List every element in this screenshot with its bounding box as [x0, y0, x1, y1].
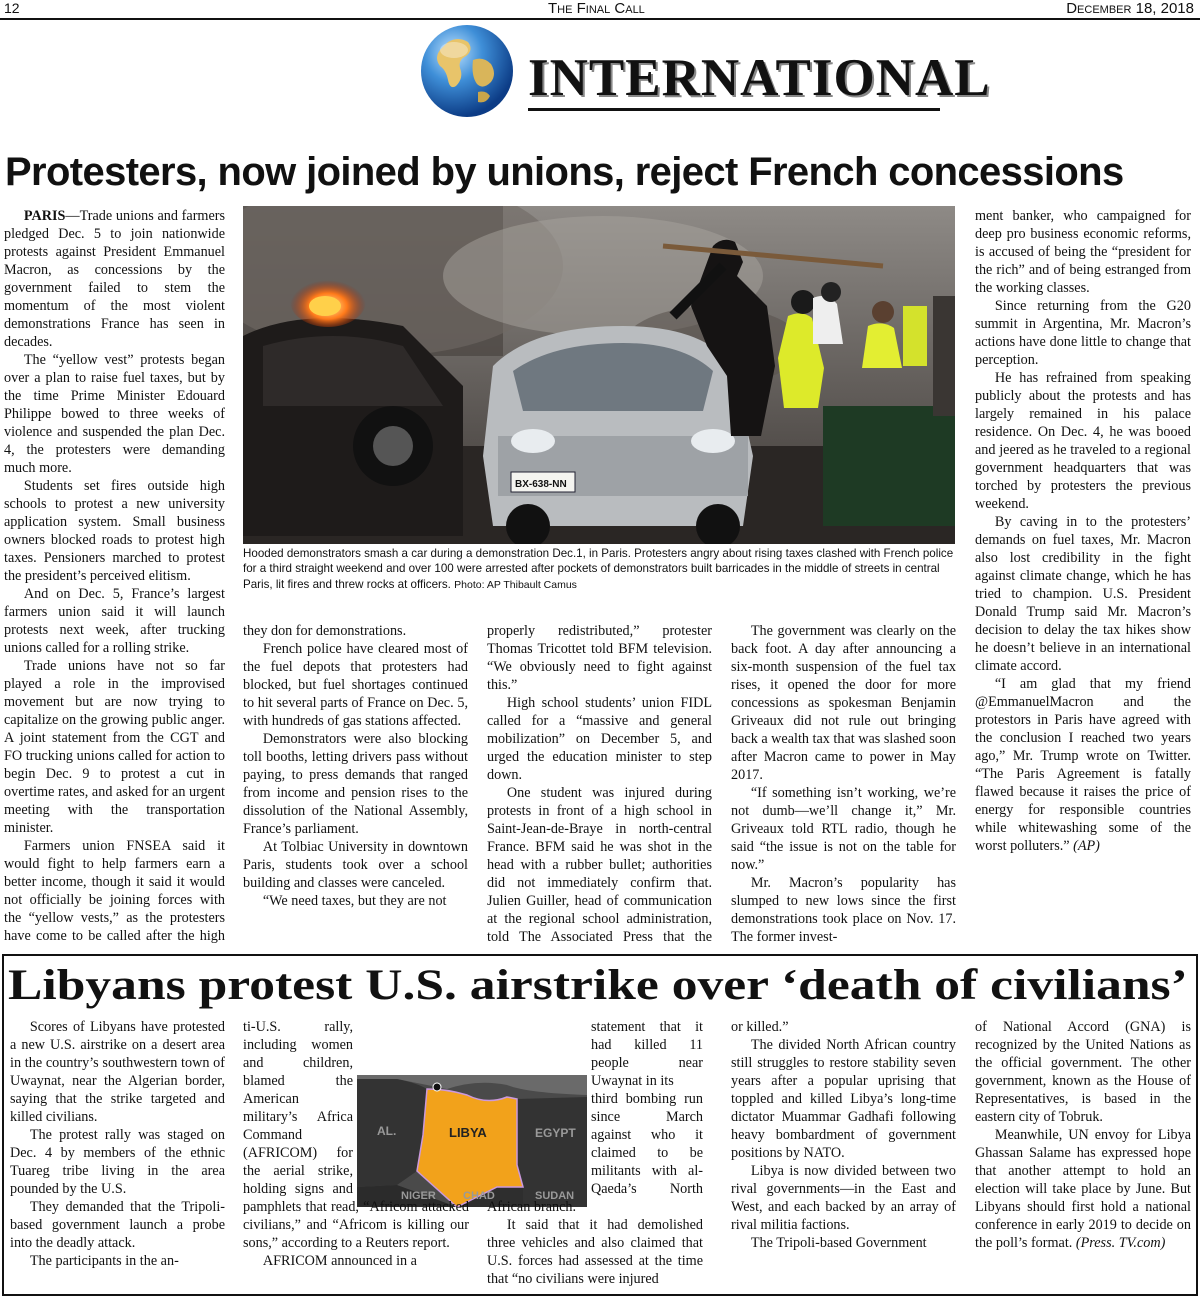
story2-column-2 [243, 1018, 469, 1290]
story1-paragraph: The government was clearly on the back foot. A day after announcing a six-month suspension of the fuel tax rises, it opened the door for more concessions as spokesman Benjamin Griveaux did not rule out bringing back a wealth tax that was slashed soon after Macron came to power in May 2017. [731, 623, 956, 783]
story1-column-2 [243, 622, 468, 948]
banner-rule [528, 108, 940, 111]
story1-paragraph: ment banker, who campaigned for deep pro business economic reforms, is accused of being the “president for the rich” and of being estranged from the working classes. [975, 208, 1191, 296]
story1-paragraph: By caving in to the protesters’ demands on fuel taxes, Mr. Macron also lost credibility in the fight against climate change, which he has tried to champion. U.S. President Donald Trump said Mr. Macron’s decision to delay the tax hikes show he doesn’t believe in an international climate accord. [975, 514, 1191, 674]
photo-caption-text: Hooded demonstrators smash a car during a demonstration Dec.1, in Paris. Protesters angry about rising taxes clashed with French police for a third straight weekend and over 100 were arrested after pockets of demonstrators built barricades in the middle of streets in central Paris, lit fires and threw rocks at officers. [243, 547, 954, 591]
story1-column-3 [487, 622, 712, 948]
globe-icon [418, 22, 516, 120]
story1-column-1 [4, 207, 225, 947]
header-rule [0, 18, 1200, 20]
story2-paragraph: Libya is now divided between two rival governments—in the East and West, and each backed by an array of rival militia factions. [731, 1163, 956, 1233]
map-wrap-spacer [353, 1054, 469, 1186]
story1-column-5 [975, 207, 1191, 947]
story1-paragraph: And on Dec. 5, France’s largest farmers union said it will launch protests next week, after trucking unions called for a rolling strike. [4, 586, 225, 656]
story1-paragraph: properly redistributed,” protester Thomas Tricottet told BFM television. “We obviously need to fight against this.” [487, 623, 712, 693]
story2-paragraph: of National Accord (GNA) is recognized by the United Nations as the official government. The other government, known as the House of Representatives, is based in the eastern city of Tobruk. [975, 1019, 1191, 1125]
map-label-egypt: EGYPT [535, 1126, 576, 1140]
story2-column-4 [731, 1018, 956, 1290]
page-number: 12 [4, 0, 20, 16]
story1-paragraph: —Trade unions and farmers pledged Dec. 5 to join nationwide protests against President Emmanuel Macron, as concessions by the government failed to stem the momentum of the most violent demonstrations France has seen in decades. [4, 208, 225, 350]
license-plate: BX-638-NN [515, 479, 567, 490]
story1-paragraph: Mr. Macron’s popularity has slumped to new lows since the first demonstrations took place on Nov. 17. The former invest- [731, 875, 956, 945]
story2-paragraph: or killed.” [731, 1019, 789, 1035]
story2-paragraph: third bombing run since March against who it claimed to be militants with al-Qaeda’s North African branch. [487, 1091, 703, 1215]
story2-column-3 [487, 1018, 703, 1290]
story1-paragraph: Trade unions have not so far played a role in the improvised movement but are now trying to capitalize on the growing public anger. A joint statement from the CGT and FO trucking unions called for action to begin Dec. 9 to protest a cut in overtime rates, and asked for an urgent meeting with the transportation minister. [4, 658, 225, 836]
story2-paragraph: The protest rally was staged on Dec. 4 by members of the ethnic Tuareg tribe living in the area pounded by the U.S. [10, 1127, 225, 1197]
map-wrap-spacer [487, 1054, 591, 1186]
story1-paragraph: Students set fires outside high schools to protest a new university application system. Small business owners blocked roads to protest high taxes. Pensioners marched to protest the president’s perceived elitism. [4, 478, 225, 584]
story1-paragraph: Farmers union FNSEA said it would fight to help farmers earn a better income, though it said it would not officially be joining forces with the “yellow vests,” as the protesters have come to be called after the high [4, 838, 225, 944]
story1-paragraph: One student was injured during protests in front of a high school in Saint-Jean-de-Braye in north-central France. BFM said he was shot in the head with a rubber bullet; authorities did not immediately confirm that. Julien Guiller, head of communication at the regional school administration, told The Associated Press that the [487, 785, 712, 945]
map-label-chad: CHAD [463, 1190, 495, 1202]
photo-caption [243, 546, 955, 593]
story1-paragraph: High school students’ union FIDL called for a “massive and general mobilization” on December 5, and urged the education minister to step down. [487, 695, 712, 783]
story2-column-1 [10, 1018, 225, 1290]
story2-paragraph: Meanwhile, UN envoy for Libya Ghassan Salame has expressed hope that another attempt to hold an election will take place by June. But Libyans should first hold a national conference in early 2019 to decide on the poll’s format. [975, 1127, 1191, 1251]
story2-paragraph: It said that it had demolished three vehicles and also claimed that U.S. forces had assessed at the time that “no civilians were injured [487, 1217, 703, 1287]
story1-paragraph: “I am glad that my friend @EmmanuelMacron and the protestors in Paris have agreed with the conclusion I reached two years ago,” Mr. Trump wrote on Twitter. “The Paris Agreement is fatally flawed because it raises the price of energy for responsible countries while whitewashing some of the worst polluters.” [975, 676, 1191, 854]
paper-name: The Final Call [548, 0, 645, 17]
issue-date: December 18, 2018 [1066, 0, 1194, 17]
story2-headline: Libyans protest U.S. airstrike over ‘death of civilians’ [8, 962, 1188, 1009]
map-label-libya: LIBYA [449, 1125, 487, 1140]
story1-paragraph: Since returning from the G20 summit in Argentina, Mr. Macron’s actions have done little to change that perception. [975, 298, 1191, 368]
story1-paragraph: they don for demonstrations. [243, 623, 407, 639]
dateline: PARIS [23, 208, 66, 224]
story2-paragraph: statement that it had killed 11 people near Uwaynat in its [591, 1019, 703, 1089]
story2-paragraph: The participants in the an- [29, 1253, 179, 1269]
story2-paragraph: Scores of Libyans have protested a new U.S. airstrike on a desert area in the country’s southwestern town of Uwaynat, near the Algerian border, saying that the strike targeted and killed civilians. [10, 1019, 225, 1125]
map-label-algeria: AL. [377, 1124, 397, 1138]
story1-column-4 [731, 622, 956, 948]
story1-paragraph: The “yellow vest” protests began over a plan to raise fuel taxes, but by the time Prime Minister Edouard Philippe bowed to three weeks of violence and suspended the plan Dec. 4, the protesters were demanding much more. [4, 352, 225, 476]
story2-paragraph: ti-U.S. rally, including women and children, blamed the American military’s Africa Command (AFRICOM) for the aerial strike, holding signs and pamphlets that read, “Africom attacked civilians,” and “Africom is killing our sons,” according to a Reuters report. [243, 1019, 469, 1251]
story1-paragraph: “If something isn’t working, we’re not dumb—we’ll change it,” Mr. Griveaux told RTL radio, though he said “the issue is not on the table for now.” [731, 785, 956, 873]
story2-paragraph: The Tripoli-based Government [750, 1235, 927, 1251]
story1-paragraph: French police have cleared most of the fuel depots that protesters had blocked, but fuel shortages continued to hit several parts of France on Dec. 5, with hundreds of gas stations affected. [243, 641, 468, 729]
photo-credit: Photo: AP Thibault Camus [454, 578, 577, 591]
story2-paragraph: AFRICOM announced in a [262, 1253, 417, 1269]
map-label-sudan: SUDAN [535, 1190, 575, 1202]
story2-paragraph: They demanded that the Tripoli-based government launch a probe into the deadly attack. [10, 1199, 225, 1251]
story2-column-5 [975, 1018, 1191, 1290]
story2-source: (Press. TV.com) [1075, 1235, 1166, 1251]
story1-paragraph: Demonstrators were also blocking toll booths, letting drivers pass without paying, to press demands that ranged from income and pension rises to the dissolution of the National Assembly, France’s parliament. [243, 731, 468, 837]
story1-paragraph: “We need taxes, but they are not [262, 893, 447, 909]
story1-source: (AP) [1073, 838, 1100, 854]
story1-paragraph: He has refrained from speaking publicly about the protests and has largely remained in his palace residence. On Dec. 4, he was booed and jeered as he traveled to a regional government headquarters that was torched by protesters the previous weekend. [975, 370, 1191, 512]
story1-headline: Protesters, now joined by unions, reject French concessions [5, 150, 1124, 194]
protest-photo [243, 206, 955, 544]
story2-paragraph: The divided North African country still struggles to restore stability seven years after a popular uprising that toppled and killed Libya’s long-time dictator Muammar Gadhafi following heavy bombardment of government positions by NATO. [731, 1037, 956, 1161]
story1-paragraph: At Tolbiac University in downtown Paris, students took over a school building and classes were canceled. [243, 839, 468, 891]
map-label-niger: NIGER [401, 1190, 436, 1202]
section-title: INTERNATIONAL [528, 49, 991, 107]
